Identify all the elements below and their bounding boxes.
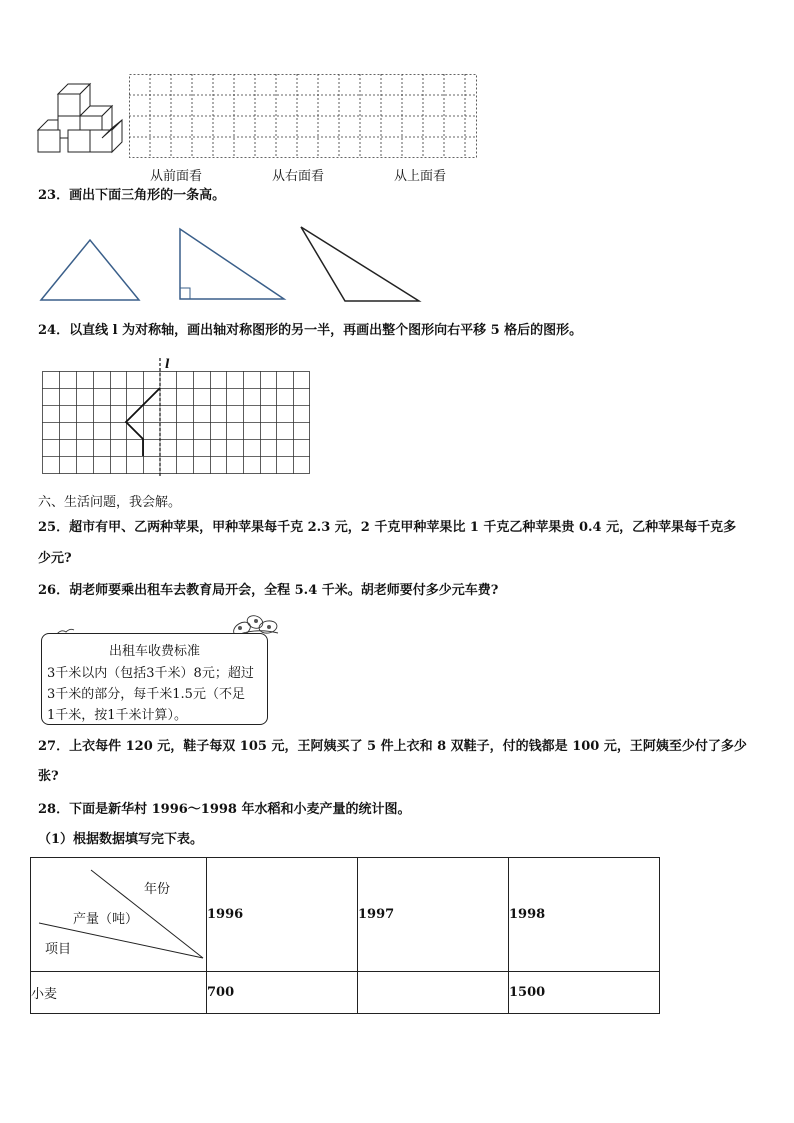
axis-label-l: l bbox=[165, 357, 170, 371]
diagonal-header-cell bbox=[31, 858, 207, 972]
view-label-front: 从前面看 bbox=[150, 169, 203, 184]
question-23: 23．画出下面三角形的一条高。 bbox=[38, 188, 226, 203]
view-drawing-grid[interactable] bbox=[129, 74, 479, 159]
question-27-line2: 张? bbox=[38, 769, 59, 784]
view-label-right: 从右面看 bbox=[272, 169, 325, 184]
question-25-line2: 少元? bbox=[38, 551, 72, 566]
table-header-row bbox=[31, 858, 660, 972]
fee-card-line3: 1千米，按1千米计算）。 bbox=[47, 708, 188, 723]
wheat-1996-value: 700 bbox=[207, 972, 358, 1014]
year-1997: 1997 bbox=[358, 858, 509, 972]
row-label-wheat: 小麦 bbox=[31, 972, 207, 1014]
table-row bbox=[31, 972, 660, 1014]
triangle-obtuse[interactable] bbox=[298, 224, 423, 304]
question-24: 24．以直线 l 为对称轴，画出轴对称图形的另一半，再画出整个图形向右平移 5 格后的图形。 bbox=[38, 323, 583, 338]
year-1998: 1998 bbox=[509, 858, 660, 972]
section-6-title: 六、生活问题，我会解。 bbox=[38, 495, 182, 510]
question-27-line1: 27．上衣每件 120 元，鞋子每双 105 元，王阿姨买了 5 件上衣和 8 双鞋子，付的钱都是 100 元，王阿姨至少付了多少 bbox=[38, 739, 747, 754]
fee-card-title: 出租车收费标准 bbox=[108, 644, 200, 659]
cube-stack-figure bbox=[30, 72, 140, 162]
triangle-right[interactable] bbox=[177, 226, 287, 302]
fee-card-line2: 3千米的部分，每千米1.5元（不足 bbox=[47, 687, 245, 702]
symmetry-grid[interactable] bbox=[40, 356, 315, 476]
question-28-sub1: （1）根据数据填写完下表。 bbox=[38, 832, 204, 847]
taxi-fee-card bbox=[41, 633, 268, 725]
fee-card-line1: 3千米以内（包括3千米）8元；超过 bbox=[47, 666, 254, 681]
header-item-label: 项目 bbox=[45, 942, 72, 957]
half-shape bbox=[126, 388, 160, 456]
wheat-1997-value[interactable] bbox=[358, 972, 509, 1014]
wheat-1998-value: 1500 bbox=[509, 972, 660, 1014]
question-25-line1: 25．超市有甲、乙两种苹果，甲种苹果每千克 2.3 元，2 千克甲种苹果比 1 千克乙种苹果贵 0.4 元，乙种苹果每千克多 bbox=[38, 520, 737, 535]
production-table bbox=[30, 857, 660, 1014]
view-label-top: 从上面看 bbox=[394, 169, 447, 184]
header-year-label: 年份 bbox=[144, 882, 171, 897]
question-26: 26．胡老师要乘出租车去教育局开会，全程 5.4 千米。胡老师要付多少元车费? bbox=[38, 583, 499, 598]
triangle-acute[interactable] bbox=[38, 235, 148, 305]
question-28: 28．下面是新华村 1996～1998 年水稻和小麦产量的统计图。 bbox=[38, 802, 411, 817]
header-output-label: 产量（吨） bbox=[73, 912, 139, 927]
year-1996: 1996 bbox=[207, 858, 358, 972]
